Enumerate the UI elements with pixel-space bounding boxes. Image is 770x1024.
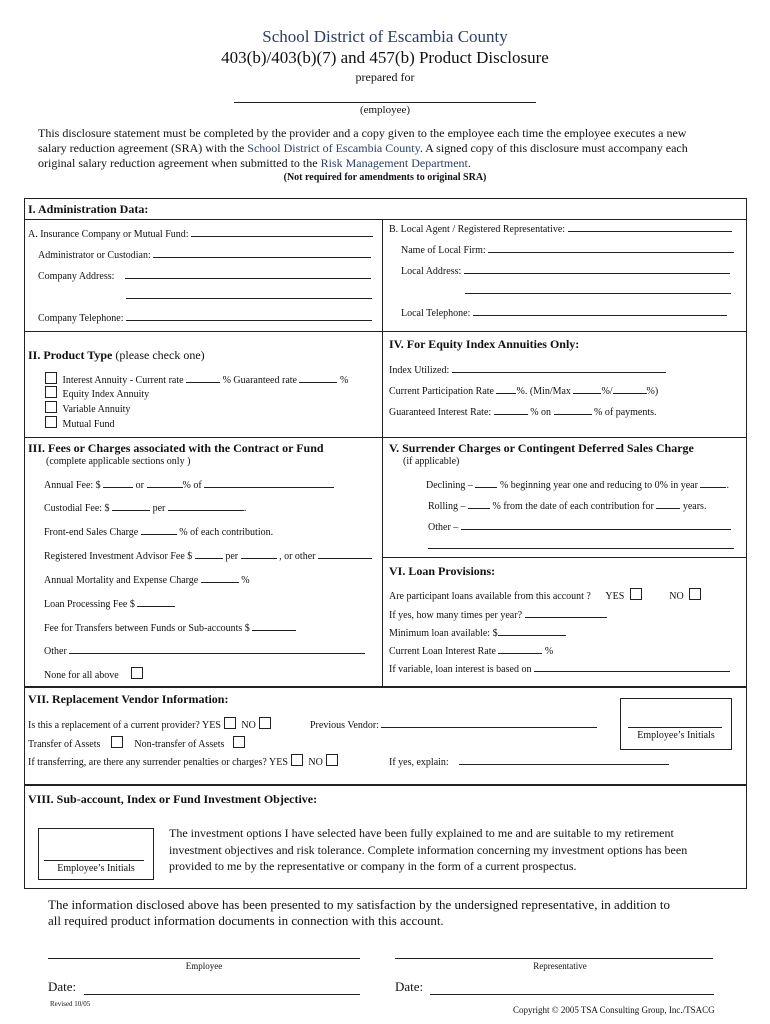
loan-variable-row (389, 661, 730, 675)
rep-date-field[interactable] (430, 994, 714, 995)
employee-date-field[interactable] (84, 994, 360, 995)
intro-line-2a: salary reduction agreement (SRA) with the (38, 141, 248, 155)
penalties-no-label: NO (308, 757, 323, 768)
mortality-pct: % (241, 575, 250, 586)
sec7-initials-line[interactable] (628, 727, 722, 728)
penalties-question: If transferring, are there any surrender penalties or charges? (28, 757, 267, 768)
custodial-fee-row (44, 500, 246, 514)
rep-signature-line[interactable] (395, 958, 713, 959)
custodial-fee-dot: . (243, 503, 247, 514)
min-loan-field[interactable] (498, 625, 566, 636)
surrender-other-field[interactable] (461, 519, 731, 530)
company-address-row (38, 268, 371, 282)
guaranteed-interest-field[interactable] (494, 404, 528, 415)
declining-text: % beginning year one and reducing to 0% in year (499, 480, 698, 491)
local-telephone-row (401, 305, 727, 319)
loans-available-row (389, 588, 704, 602)
sec2-title-note: (please check one) (112, 348, 205, 362)
current-rate-field[interactable] (186, 372, 220, 383)
ria-fee-or-other: , or other (279, 551, 316, 562)
sec1-title: I. Administration Data: (28, 202, 149, 216)
guaranteed-interest-payments-field[interactable] (554, 404, 592, 415)
explain-field[interactable] (459, 754, 669, 765)
sec8-initials-line[interactable] (44, 860, 144, 861)
loans-no-label: NO (669, 591, 684, 602)
mortality-label: Annual Mortality and Expense Charge (44, 575, 199, 586)
annual-fee-pct-field[interactable] (147, 477, 183, 488)
rep-signature-label: Representative (533, 961, 587, 971)
disclosure-line-1: The information disclosed above has been presented to my satisfaction by the undersigned representative, in addition to (48, 897, 671, 912)
guaranteed-rate-field[interactable] (299, 372, 337, 383)
intro-district-name: School District of Escambia County (247, 141, 420, 155)
title-district: School District of Escambia County (262, 27, 508, 46)
rolling-row (428, 498, 706, 512)
administrator-label: Administrator or Custodian: (38, 250, 151, 261)
rep-date-label: Date: (395, 979, 424, 994)
participation-close: %) (646, 386, 659, 397)
surrender-other-label: Other – (428, 522, 459, 533)
participation-min-field[interactable] (573, 383, 601, 394)
loan-rate-label: Current Loan Interest Rate (389, 646, 496, 657)
declining-row: Declining – % beginning year one and reducing to 0% in year . (426, 477, 729, 491)
mutual-fund-checkbox[interactable] (45, 416, 57, 428)
ria-fee-per-field[interactable] (241, 548, 277, 559)
intro-line-2c: . A signed copy of this disclosure must accompany each (419, 141, 688, 155)
variable-annuity-label: Variable Annuity (62, 404, 131, 415)
custodial-fee-per: per (152, 503, 166, 514)
employee-date-label: Date: (48, 979, 77, 994)
insurance-company-field[interactable] (191, 226, 373, 237)
loans-times-row (389, 607, 607, 621)
transfer-assets-checkbox[interactable] (111, 736, 123, 748)
participation-rate-label: Current Participation Rate (389, 386, 494, 397)
sec8-para-1: The investment options I have selected have been fully explained to me and are suitable to my retirement (169, 826, 674, 840)
loan-variable-label: If variable, loan interest is based on (389, 664, 532, 675)
custodial-fee-field[interactable] (112, 500, 150, 511)
local-agent-label: B. Local Agent / Registered Representative: (389, 224, 566, 235)
penalties-no-checkbox[interactable] (326, 754, 338, 766)
local-telephone-label: Local Telephone: (401, 308, 471, 319)
ria-fee-row (44, 548, 372, 562)
intro-line-3 (38, 156, 471, 171)
company-telephone-label: Company Telephone: (38, 313, 124, 324)
revised-label: Revised 10/05 (50, 1000, 91, 1008)
interest-annuity-checkbox[interactable] (45, 372, 57, 384)
interest-annuity-label: Interest Annuity - Current rate (62, 375, 184, 386)
declining-label: Declining – (426, 480, 473, 491)
sec6-title: VI. Loan Provisions: (389, 564, 496, 578)
local-agent-field[interactable] (568, 221, 732, 232)
administrator-row (38, 247, 371, 261)
loans-times-field[interactable] (525, 607, 607, 618)
loans-yes-label: YES (605, 591, 625, 602)
local-address-row (401, 263, 730, 277)
loan-rate-field[interactable] (498, 643, 542, 654)
administrator-field[interactable] (153, 247, 371, 258)
sec3-subtitle: (complete applicable sections only ) (46, 456, 191, 467)
company-address-field-2[interactable] (126, 298, 372, 299)
ria-fee-per: per (225, 551, 239, 562)
index-utilized-field[interactable] (452, 362, 666, 373)
sec7-initials-label: Employee’s Initials (637, 730, 715, 741)
ria-fee-other-field[interactable] (318, 548, 372, 559)
title-product-disclosure: 403(b)/403(b)(7) and 457(b) Product Disclosure (221, 48, 549, 67)
participation-slash: %/ (601, 386, 613, 397)
local-firm-field[interactable] (488, 242, 734, 253)
local-address-label: Local Address: (401, 266, 462, 277)
employee-label: (employee) (359, 104, 411, 116)
prepared-for-label: prepared for (355, 70, 415, 84)
local-agent-row (389, 221, 732, 235)
guaranteed-rate-pct: % (339, 375, 349, 386)
mutual-fund-label: Mutual Fund (62, 419, 115, 430)
guaranteed-interest-row (389, 404, 657, 418)
loan-rate-pct: % (544, 646, 554, 657)
penalties-yes-label: YES (269, 757, 288, 768)
annual-fee-field[interactable] (103, 477, 133, 488)
company-address-field[interactable] (125, 268, 371, 279)
variable-annuity-row (42, 401, 130, 415)
none-label: None for all above (44, 670, 119, 681)
loans-no-checkbox[interactable] (689, 588, 701, 600)
intro-line-3a: original salary reduction agreement when submitted to the (38, 156, 321, 170)
transfer-row (28, 736, 248, 750)
equity-index-label: Equity Index Annuity (62, 389, 150, 400)
employee-name-line[interactable] (234, 102, 536, 103)
non-transfer-label: Non-transfer of Assets (134, 739, 225, 750)
company-telephone-field[interactable] (126, 310, 372, 321)
sec5-title: V. Surrender Charges or Contingent Deferred Sales Charge (389, 441, 694, 455)
explain-label: If yes, explain: (389, 757, 449, 768)
loan-processing-row (44, 596, 175, 610)
replacement-yes-checkbox[interactable] (224, 717, 236, 729)
rolling-pct-field[interactable] (468, 498, 490, 509)
front-end-label: Front-end Sales Charge (44, 527, 139, 538)
annual-fee-or: or (135, 480, 144, 491)
min-loan-row (389, 625, 566, 639)
sec3-title: III. Fees or Charges associated with the Contract or Fund (28, 441, 324, 455)
guaranteed-rate-label: % Guaranteed rate (222, 375, 297, 386)
annual-fee-label: Annual Fee: $ (44, 480, 101, 491)
ria-fee-label: Registered Investment Advisor Fee $ (44, 551, 193, 562)
transfer-fee-label: Fee for Transfers between Funds or Sub-accounts $ (44, 623, 250, 634)
penalties-row (28, 754, 341, 768)
min-loan-label: Minimum loan available: $ (389, 628, 498, 639)
local-firm-row (401, 242, 734, 256)
none-row (44, 667, 146, 681)
sec7-title: VII. Replacement Vendor Information: (28, 692, 229, 706)
interest-annuity-row (42, 372, 348, 386)
sec2-title (28, 348, 205, 363)
copyright-label: Copyright © 2005 TSA Consulting Group, Inc./TSACG (513, 1005, 715, 1015)
equity-index-checkbox[interactable] (45, 386, 57, 398)
intro-line-3c: . (467, 156, 471, 170)
previous-vendor-row (310, 717, 597, 731)
guaranteed-interest-on: % on (530, 407, 552, 418)
loan-processing-label: Loan Processing Fee $ (44, 599, 135, 610)
disclosure-line-2: all required product information documents in connection with this account. (48, 913, 444, 928)
front-end-field[interactable] (141, 524, 177, 535)
transfer-assets-label: Transfer of Assets (28, 739, 101, 750)
rolling-text: % from the date of each contribution for (492, 501, 654, 512)
insurance-company-row (28, 226, 373, 240)
participation-rate-field[interactable] (496, 383, 516, 394)
annual-fee-row (44, 477, 334, 491)
mutual-fund-row (42, 416, 114, 430)
declining-year-field[interactable] (700, 477, 726, 488)
replacement-question: Is this a replacement of a current provider? (28, 720, 200, 731)
previous-vendor-label: Previous Vendor: (310, 720, 379, 731)
sec5-subtitle: (if applicable) (403, 456, 460, 467)
intro-dept-name: Risk Management Department (320, 156, 468, 170)
index-utilized-row (389, 362, 666, 376)
previous-vendor-field[interactable] (381, 717, 597, 728)
employee-signature-label: Employee (185, 961, 223, 971)
mortality-row (44, 572, 250, 586)
other-fee-label: Other (44, 646, 67, 657)
non-transfer-checkbox[interactable] (233, 736, 245, 748)
front-end-each: % of each contribution. (179, 527, 274, 538)
transfer-fee-row (44, 620, 296, 634)
index-utilized-label: Index Utilized: (389, 365, 450, 376)
sec8-para-2: investment objectives and risk tolerance. Complete information concerning my investment options has been (169, 843, 688, 857)
guaranteed-interest-label: Guaranteed Interest Rate: (389, 407, 492, 418)
replacement-no-checkbox[interactable] (259, 717, 271, 729)
intro-note: (Not required for amendments to original SRA) (283, 172, 487, 183)
loan-variable-field[interactable] (534, 661, 730, 672)
explain-row (389, 754, 669, 768)
sec7-initials-box (620, 698, 732, 750)
rolling-label: Rolling – (428, 501, 466, 512)
ria-fee-field[interactable] (195, 548, 223, 559)
annual-fee-basis-field[interactable] (204, 477, 334, 488)
surrender-other-field-2[interactable] (428, 548, 734, 549)
loans-times-label: If yes, how many times per year? (389, 610, 523, 621)
custodial-fee-per-field[interactable] (168, 500, 244, 511)
guaranteed-interest-payments-label: % of payments. (594, 407, 657, 418)
sec8-initials-label: Employee’s Initials (57, 863, 135, 874)
local-address-field[interactable] (464, 263, 730, 274)
local-firm-label: Name of Local Firm: (401, 245, 486, 256)
none-checkbox[interactable] (131, 667, 143, 679)
intro-line-2 (38, 141, 688, 156)
other-fee-field[interactable] (69, 643, 365, 654)
local-address-field-2[interactable] (465, 293, 731, 294)
replacement-yes-label: YES (202, 720, 221, 731)
mortality-field[interactable] (201, 572, 239, 583)
loans-yes-checkbox[interactable] (630, 588, 642, 600)
loan-rate-row (389, 643, 553, 657)
equity-index-row (42, 386, 149, 400)
sec8-title: VIII. Sub-account, Index or Fund Investment Objective: (28, 792, 318, 806)
replacement-no-label: NO (241, 720, 256, 731)
rolling-years-field[interactable] (656, 498, 680, 509)
participation-rate-row (389, 383, 658, 397)
replacement-row (28, 717, 274, 731)
company-address-label: Company Address: (38, 271, 115, 282)
company-telephone-row (38, 310, 372, 324)
other-fee-row (44, 643, 365, 657)
rolling-years: years. (682, 501, 707, 512)
surrender-other-row (428, 519, 731, 533)
participation-min-max-label: %. (Min/Max (516, 386, 571, 397)
variable-annuity-checkbox[interactable] (45, 401, 57, 413)
local-telephone-field[interactable] (473, 305, 727, 316)
sec4-title: IV. For Equity Index Annuities Only: (389, 337, 580, 351)
transfer-fee-field[interactable] (252, 620, 296, 631)
custodial-fee-label: Custodial Fee: $ (44, 503, 110, 514)
intro-line-1: This disclosure statement must be completed by the provider and a copy given to the employee each time the employee executes a new (38, 126, 687, 140)
loan-processing-field[interactable] (137, 596, 175, 607)
annual-fee-pct-of: % of (182, 480, 202, 491)
front-end-row (44, 524, 273, 538)
sec2-title-main: II. Product Type (28, 348, 113, 362)
declining-pct-field[interactable] (475, 477, 497, 488)
employee-signature-line[interactable] (48, 958, 360, 959)
sec8-para-3: provided to me by the representative or company in the form of a current prospectus. (169, 859, 577, 873)
insurance-company-label: A. Insurance Company or Mutual Fund: (28, 229, 189, 240)
penalties-yes-checkbox[interactable] (291, 754, 303, 766)
loans-available-label: Are participant loans available from this account ? (389, 591, 591, 602)
participation-max-field[interactable] (613, 383, 647, 394)
